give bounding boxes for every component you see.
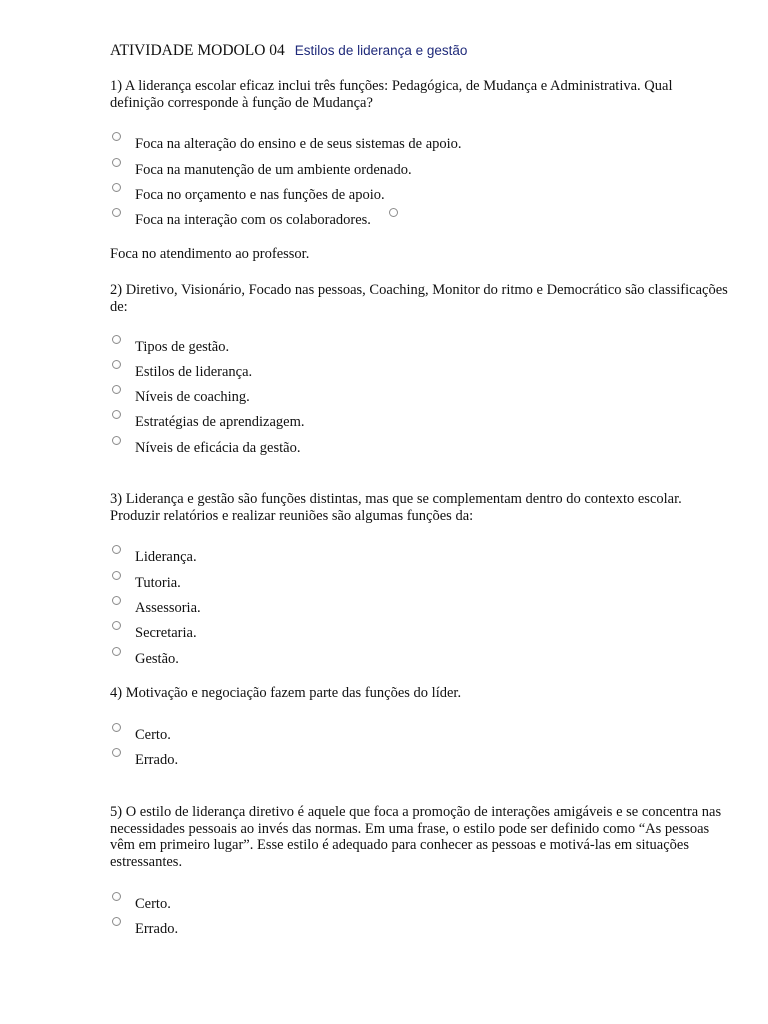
question-3-text: 3) Liderança e gestão são funções distintas, mas que se complementam dentro do contexto escolar. Produzir relatórios e realizar reuniões são algumas funções da: [110, 491, 682, 524]
option-label: Certo. [135, 896, 171, 912]
radio-button-icon[interactable] [112, 647, 121, 656]
question-1-option-5-label: Foca no atendimento ao professor. [110, 246, 310, 262]
radio-button-icon[interactable] [112, 748, 121, 757]
option-label: Errado. [135, 921, 179, 937]
page-title: ATIVIDADE MODOLO 04 [110, 42, 285, 59]
radio-button-icon[interactable] [112, 183, 121, 192]
question-5-text: 5) O estilo de liderança diretivo é aquele que foca a promoção de interações amigáveis e se concentra nas necessidades pessoais ao invés das normas. Em uma frase, o estilo pode ser definido como “As pessoas vêm em primeiro lugar”. Esse estilo é adequado para conhecer as pessoas e motivá-las em situações estressantes. [110, 804, 722, 870]
option-label: Foca na manutenção de um ambiente ordenado. [135, 162, 412, 178]
radio-button-icon[interactable] [112, 385, 121, 394]
option-label: Estilos de liderança. [135, 364, 253, 380]
option-label: Níveis de eficácia da gestão. [135, 440, 301, 456]
option-label: Foca na alteração do ensino e de seus sistemas de apoio. [135, 136, 462, 152]
radio-button-icon[interactable] [112, 335, 121, 344]
option-label: Foca no orçamento e nas funções de apoio. [135, 187, 385, 203]
page-header [110, 42, 467, 60]
page-subtitle: Estilos de liderança e gestão [294, 43, 468, 58]
option-label: Estratégias de aprendizagem. [135, 414, 305, 430]
option-label: Assessoria. [135, 600, 201, 616]
radio-button-icon[interactable] [112, 360, 121, 369]
radio-button-icon[interactable] [112, 596, 121, 605]
option-label: Errado. [135, 752, 179, 768]
option-label: Níveis de coaching. [135, 389, 250, 405]
radio-button-icon[interactable] [112, 132, 121, 141]
radio-button-icon[interactable] [112, 917, 121, 926]
radio-button-icon[interactable] [112, 158, 121, 167]
question-4-text: 4) Motivação e negociação fazem parte das funções do líder. [110, 685, 462, 701]
option-label: Foca na interação com os colaboradores. [135, 212, 371, 228]
option-label: Tipos de gestão. [135, 339, 230, 355]
radio-button-icon[interactable] [112, 723, 121, 732]
option-label: Certo. [135, 727, 171, 743]
option-label: Liderança. [135, 549, 197, 565]
radio-button-icon[interactable] [112, 436, 121, 445]
question-1-option-5-radio-icon[interactable] [389, 208, 398, 217]
question-1-text: 1) A liderança escolar eficaz inclui três funções: Pedagógica, de Mudança e Administrativa. Qual definição corresponde à função de Mudança? [110, 78, 673, 111]
radio-button-icon[interactable] [112, 621, 121, 630]
radio-button-icon[interactable] [112, 545, 121, 554]
radio-button-icon[interactable] [112, 208, 121, 217]
question-2-text: 2) Diretivo, Visionário, Focado nas pessoas, Coaching, Monitor do ritmo e Democrático são classificações de: [110, 282, 728, 315]
option-label: Secretaria. [135, 625, 197, 641]
radio-button-icon[interactable] [112, 892, 121, 901]
option-label: Tutoria. [135, 575, 181, 591]
radio-button-icon[interactable] [112, 571, 121, 580]
option-label: Gestão. [135, 651, 179, 667]
radio-button-icon[interactable] [112, 410, 121, 419]
